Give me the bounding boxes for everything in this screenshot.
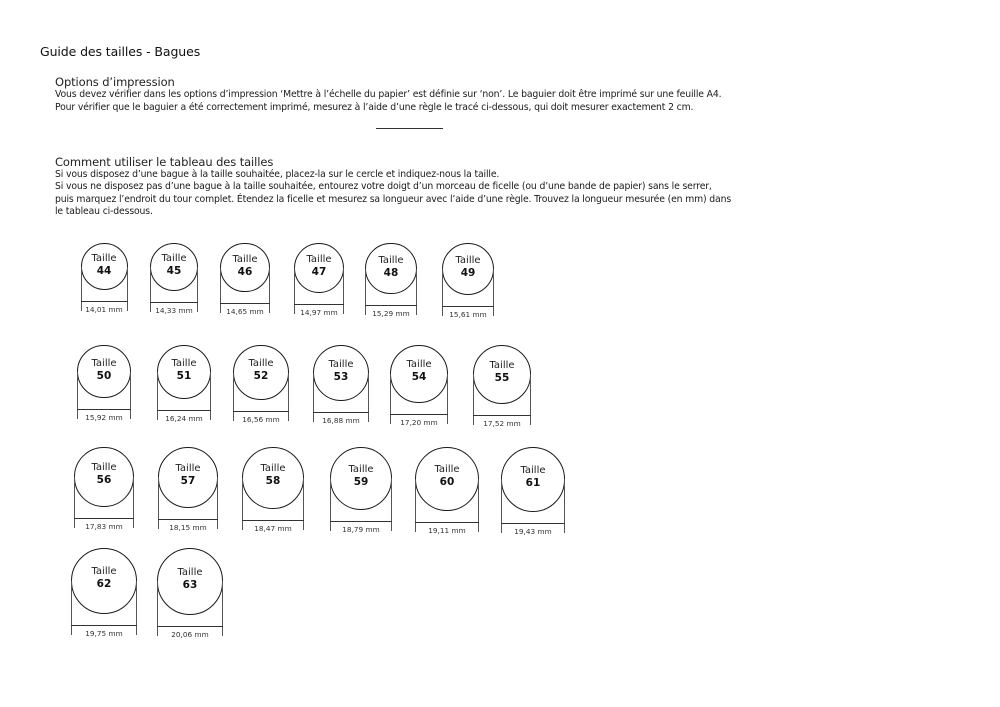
ring-size-item <box>313 345 369 441</box>
ring-circle <box>220 243 269 292</box>
ring-circle <box>390 345 448 403</box>
diameter-line <box>81 301 128 302</box>
ring-size-item <box>74 447 134 547</box>
diameter-line <box>242 520 304 521</box>
size-label: Taille <box>455 255 481 267</box>
size-label: Taille <box>248 358 274 370</box>
size-number: 49 <box>460 267 476 280</box>
diameter-line <box>150 302 198 303</box>
size-number: 54 <box>411 371 427 384</box>
bracket-tick-left <box>501 479 502 532</box>
diameter-value: 19,43 mm <box>514 526 552 536</box>
bracket-tick-left <box>415 479 416 532</box>
ring-circle <box>157 548 224 615</box>
bracket-tick-right <box>130 372 131 420</box>
bracket-tick-right <box>368 373 369 422</box>
size-label: Taille <box>171 358 197 369</box>
diameter-value: 20,06 mm <box>171 629 209 639</box>
diameter-value: 17,83 mm <box>85 521 123 531</box>
diameter-value: 15,29 mm <box>372 309 410 319</box>
diameter-line <box>157 626 224 627</box>
size-label: Taille <box>434 464 460 476</box>
diameter-line <box>233 411 288 412</box>
size-number: 56 <box>96 474 112 487</box>
bracket-tick-right <box>210 372 211 420</box>
ring-circle <box>330 447 393 510</box>
ring-size-item <box>473 345 532 444</box>
size-label: Taille <box>520 464 546 476</box>
ring-circle <box>150 243 198 291</box>
bracket-tick-left <box>71 581 72 635</box>
how-to-use-line-1: Si vous disposez d’une bague à la taille souhaitée, placez-la sur le cercle et indiquez-nous la taille. <box>55 168 500 180</box>
bracket-tick-left <box>242 478 243 530</box>
ring-size-item <box>442 243 494 335</box>
diameter-value: 16,24 mm <box>165 414 203 424</box>
ring-size-item <box>501 447 566 552</box>
ring-size-item <box>81 243 128 330</box>
print-options-line-1: Vous devez vérifier dans les options d’impression ‘Mettre à l’échelle du papier’ est définie sur ‘non’. Le baguier doit être imprimé sur une feuille A4. <box>55 89 722 100</box>
size-label: Taille <box>328 358 354 370</box>
bracket-tick-left <box>330 478 331 530</box>
ring-circle <box>157 345 211 399</box>
diameter-value: 15,61 mm <box>449 310 487 320</box>
size-number: 53 <box>333 370 349 383</box>
diameter-line <box>71 625 137 626</box>
ring-size-item <box>157 548 224 655</box>
diameter-line <box>158 519 219 520</box>
diameter-line <box>294 304 344 305</box>
bracket-tick-right <box>447 374 448 424</box>
how-to-use-heading: Comment utiliser le tableau des tailles <box>55 155 274 169</box>
size-number: 44 <box>96 264 112 277</box>
bracket-tick-right <box>564 479 565 532</box>
ring-circle <box>81 243 128 290</box>
size-number: 52 <box>253 370 269 383</box>
ring-circle <box>71 548 137 614</box>
diameter-value: 14,97 mm <box>300 308 338 318</box>
size-label: Taille <box>175 462 201 474</box>
diameter-line <box>330 521 393 522</box>
size-label: Taille <box>489 359 515 371</box>
ring-circle <box>242 447 304 509</box>
diameter-value: 14,01 mm <box>85 305 123 314</box>
size-number: 61 <box>525 476 541 489</box>
ring-size-item <box>415 447 479 551</box>
diameter-line <box>74 518 134 519</box>
ring-size-item <box>71 548 137 654</box>
bracket-tick-left <box>77 372 78 420</box>
diameter-line <box>157 410 211 411</box>
ring-size-item <box>242 447 304 549</box>
ring-size-item <box>77 345 130 438</box>
diameter-value: 16,56 mm <box>242 415 280 425</box>
bracket-tick-left <box>473 374 474 424</box>
ring-circle <box>313 345 369 401</box>
ring-circle <box>501 447 566 512</box>
ring-circle <box>365 243 416 294</box>
size-number: 62 <box>96 578 112 591</box>
bracket-tick-left <box>233 373 234 422</box>
diameter-value: 19,75 mm <box>85 628 123 638</box>
size-number: 59 <box>353 475 369 488</box>
bracket-tick-right <box>303 478 304 530</box>
ring-circle <box>158 447 219 508</box>
size-label: Taille <box>306 254 332 266</box>
bracket-tick-right <box>530 374 531 424</box>
ring-size-item <box>150 243 198 331</box>
diameter-value: 18,15 mm <box>169 522 207 532</box>
size-label: Taille <box>91 357 117 369</box>
ring-circle <box>473 345 532 404</box>
diameter-line <box>473 415 532 416</box>
diameter-value: 14,33 mm <box>155 306 193 316</box>
size-label: Taille <box>91 462 117 474</box>
ring-size-item <box>330 447 393 550</box>
size-number: 51 <box>176 370 192 382</box>
ring-circle <box>77 345 130 398</box>
page-title: Guide des tailles - Bagues <box>40 44 201 59</box>
bracket-tick-right <box>416 269 417 316</box>
diameter-line <box>415 522 479 523</box>
ring-circle <box>74 447 134 507</box>
ring-size-item <box>365 243 416 334</box>
size-label: Taille <box>348 463 374 475</box>
size-label: Taille <box>91 252 117 264</box>
size-number: 60 <box>439 476 455 489</box>
diameter-line <box>220 303 269 304</box>
size-label: Taille <box>177 566 203 578</box>
diameter-value: 14,65 mm <box>226 307 264 317</box>
ring-size-item <box>233 345 288 440</box>
calibration-line-2cm <box>376 128 443 129</box>
bracket-tick-right <box>288 373 289 422</box>
bracket-tick-right <box>136 581 137 635</box>
ring-circle <box>233 345 288 400</box>
size-number: 50 <box>96 369 112 382</box>
size-label: Taille <box>91 566 117 578</box>
bracket-tick-right <box>133 477 134 528</box>
diameter-value: 15,92 mm <box>85 413 123 423</box>
size-label: Taille <box>406 359 432 371</box>
diameter-line <box>77 409 130 410</box>
print-options-line-2: Pour vérifier que le baguier a été correctement imprimé, mesurez à l’aide d’une règle le tracé ci-dessous, qui doit mesurer exactement 2 cm. <box>55 101 694 113</box>
bracket-tick-left <box>365 269 366 316</box>
size-number: 57 <box>180 474 196 487</box>
bracket-tick-right <box>478 479 479 532</box>
diameter-line <box>390 414 448 415</box>
ring-size-item <box>158 447 219 548</box>
bracket-tick-left <box>442 269 443 316</box>
bracket-tick-left <box>390 374 391 424</box>
bracket-tick-right <box>222 581 223 635</box>
bracket-tick-left <box>74 477 75 528</box>
how-to-use-line-2: Si vous ne disposez pas d’une bague à la taille souhaitée, entourez votre doigt d’un morceau de ficelle (ou d’une bande de papier) sans le serrer, <box>55 181 712 192</box>
diameter-value: 19,11 mm <box>428 525 466 535</box>
bracket-tick-left <box>158 477 159 528</box>
size-label: Taille <box>161 253 187 265</box>
ring-size-item <box>157 345 211 439</box>
bracket-tick-right <box>391 478 392 530</box>
size-label: Taille <box>378 254 404 266</box>
size-number: 46 <box>237 265 253 278</box>
size-number: 45 <box>166 265 182 278</box>
bracket-tick-left <box>313 373 314 422</box>
diameter-value: 16,88 mm <box>322 416 360 426</box>
bracket-tick-right <box>493 269 494 316</box>
size-number: 47 <box>311 266 327 279</box>
bracket-tick-left <box>157 372 158 420</box>
how-to-use-line-3: puis marquez l’endroit du tour complet. Étendez la ficelle et mesurez sa longueur avec l’aide d’une règle. Trouvez la longueur mesurée (en mm) dans <box>55 193 732 205</box>
ring-circle <box>415 447 479 511</box>
diameter-line <box>313 412 369 413</box>
diameter-value: 17,52 mm <box>483 418 521 428</box>
diameter-line <box>442 306 494 307</box>
size-label: Taille <box>260 463 286 475</box>
diameter-line <box>501 523 566 524</box>
size-number: 55 <box>494 371 510 384</box>
how-to-use-line-4: le tableau ci-dessous. <box>55 206 153 217</box>
diameter-line <box>365 305 416 306</box>
diameter-value: 18,47 mm <box>254 523 292 533</box>
bracket-tick-right <box>217 477 218 528</box>
ring-circle <box>442 243 494 295</box>
diameter-value: 18,79 mm <box>342 524 380 534</box>
size-number: 58 <box>265 475 281 488</box>
ring-circle <box>294 243 344 293</box>
ring-size-item <box>220 243 269 332</box>
size-number: 63 <box>182 578 198 591</box>
ring-size-item <box>390 345 448 443</box>
bracket-tick-left <box>157 581 158 635</box>
diameter-value: 17,20 mm <box>400 417 438 427</box>
ring-size-item <box>294 243 344 333</box>
print-options-heading: Options d’impression <box>55 75 175 89</box>
size-number: 48 <box>383 266 399 279</box>
size-label: Taille <box>232 253 258 265</box>
